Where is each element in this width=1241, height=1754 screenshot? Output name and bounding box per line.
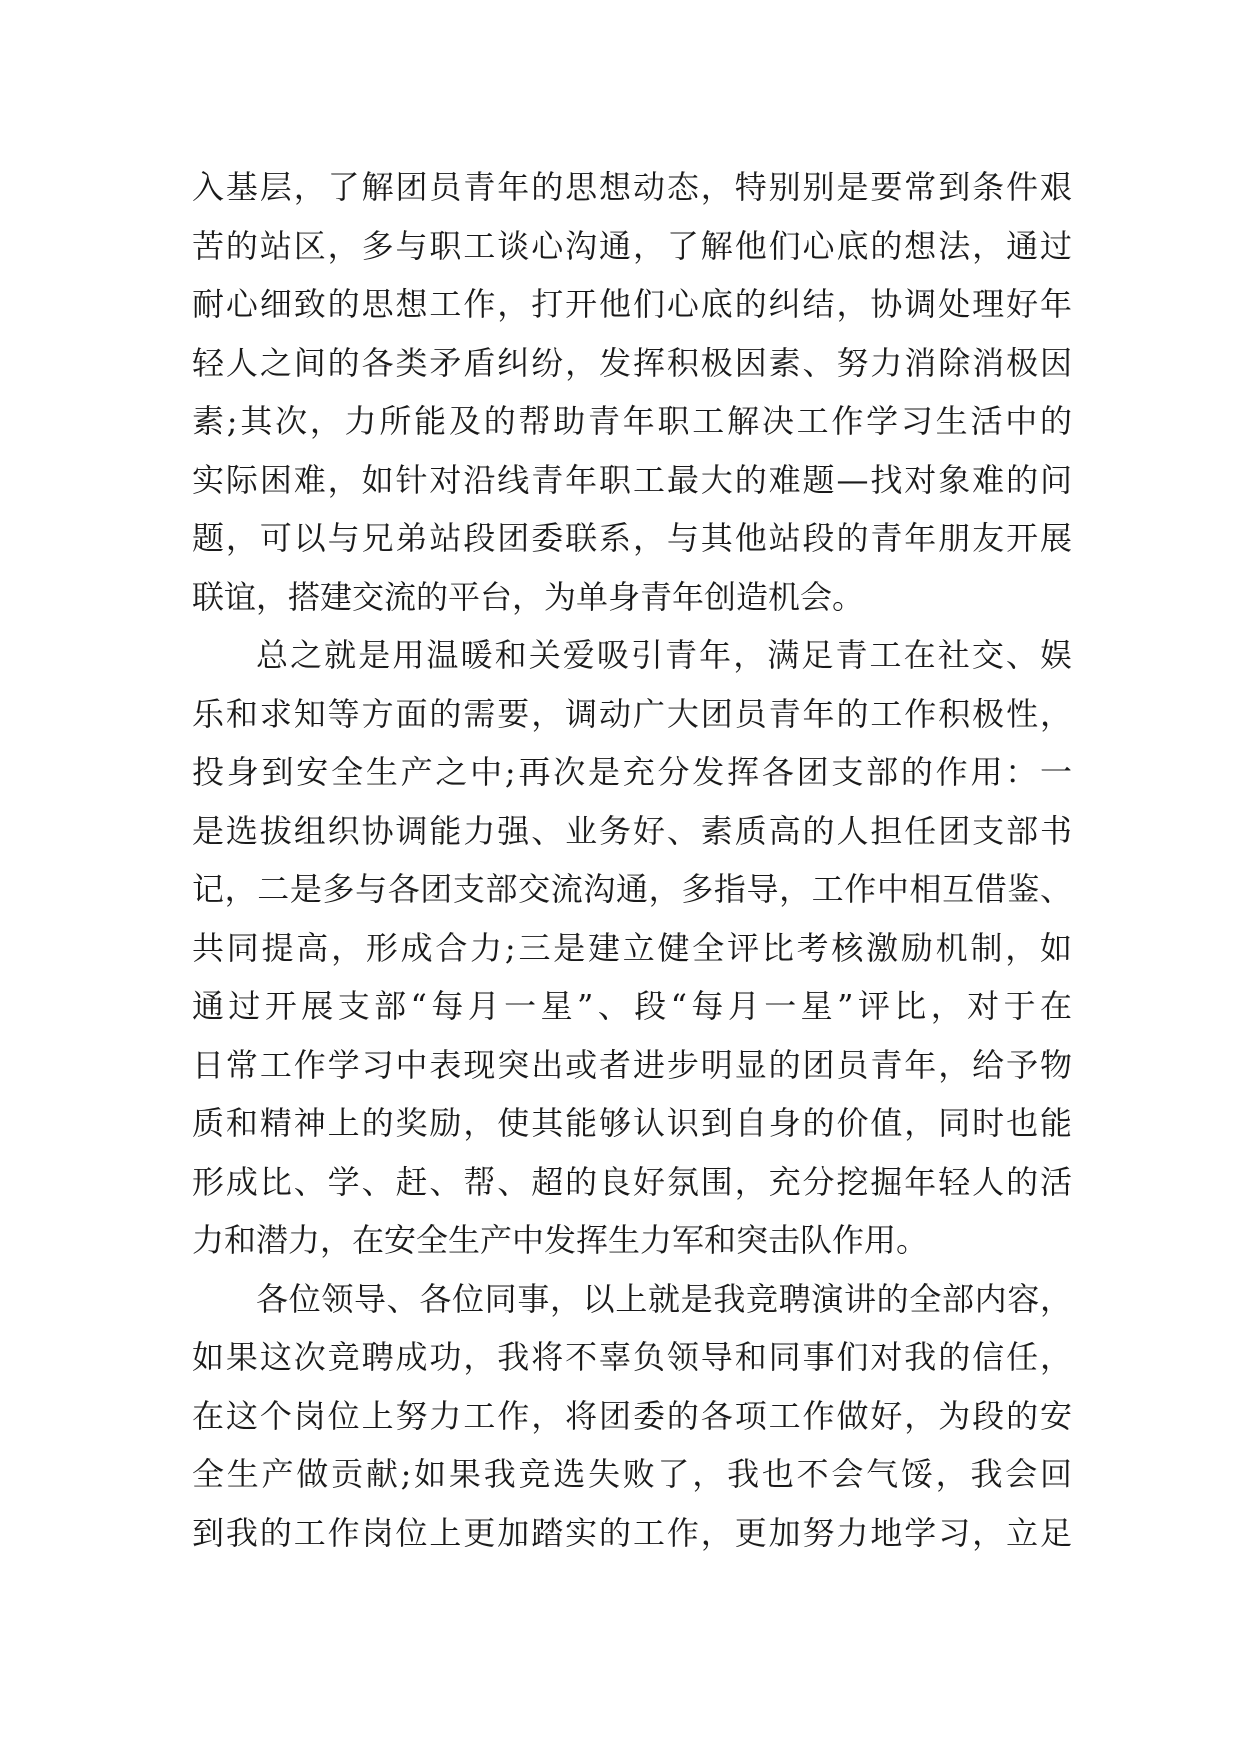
text-line: 轻人之间的各类矛盾纠纷，发挥积极因素、努力消除消极因: [192, 343, 1072, 382]
text-line: 投身到安全生产之中;再次是充分发挥各团支部的作用：一: [192, 753, 1072, 791]
text-line: 通过开展支部“每月一星”、段“每月一星”评比，对于在: [192, 987, 1072, 1025]
text-line: 质和精神上的奖励，使其能够认识到自身的价值，同时也能: [192, 1104, 1072, 1142]
text-line: 记，二是多与各团支部交流沟通，多指导，工作中相互借鉴、: [192, 870, 1072, 908]
text-line: 到我的工作岗位上更加踏实的工作，更加努力地学习，立足: [192, 1513, 1072, 1552]
text-line: 入基层，了解团员青年的思想动态，特别别是要常到条件艰: [192, 168, 1072, 206]
text-line: 在这个岗位上努力工作，将团委的各项工作做好，为段的安: [192, 1396, 1072, 1435]
text-line: 日常工作学习中表现突出或者进步明显的团员青年，给予物: [192, 1045, 1072, 1084]
text-line: 乐和求知等方面的需要，调动广大团员青年的工作积极性，: [192, 694, 1072, 733]
text-line: 耐心细致的思想工作，打开他们心底的纠结，协调处理好年: [192, 285, 1072, 323]
text-line: 如果这次竞聘成功，我将不辜负领导和同事们对我的信任，: [192, 1338, 1072, 1376]
text-line: 共同提高，形成合力;三是建立健全评比考核激励机制，如: [192, 928, 1072, 967]
text-line: 力和潜力，在安全生产中发挥生力军和突击队作用。: [192, 1221, 929, 1259]
text-line: 苦的站区，多与职工谈心沟通，了解他们心底的想法，通过: [192, 226, 1072, 265]
text-line: 是选拔组织协调能力强、业务好、素质高的人担任团支部书: [192, 811, 1072, 850]
text-line: 总之就是用温暖和关爱吸引青年，满足青工在社交、娱: [256, 636, 1072, 674]
text-line: 题，可以与兄弟站段团委联系，与其他站段的青年朋友开展: [192, 519, 1072, 557]
text-line: 各位领导、各位同事，以上就是我竞聘演讲的全部内容，: [256, 1279, 1072, 1318]
text-line: 形成比、学、赶、帮、超的良好氛围，充分挖掘年轻人的活: [192, 1162, 1072, 1201]
document-body: [192, 158, 1072, 1562]
text-line: 全生产做贡献;如果我竞选失败了，我也不会气馁，我会回: [192, 1455, 1072, 1493]
text-line: 素;其次，力所能及的帮助青年职工解决工作学习生活中的: [192, 402, 1072, 440]
text-line: 联谊，搭建交流的平台，为单身青年创造机会。: [192, 577, 865, 616]
text-line: 实际困难，如针对沿线青年职工最大的难题—找对象难的问: [192, 460, 1072, 499]
